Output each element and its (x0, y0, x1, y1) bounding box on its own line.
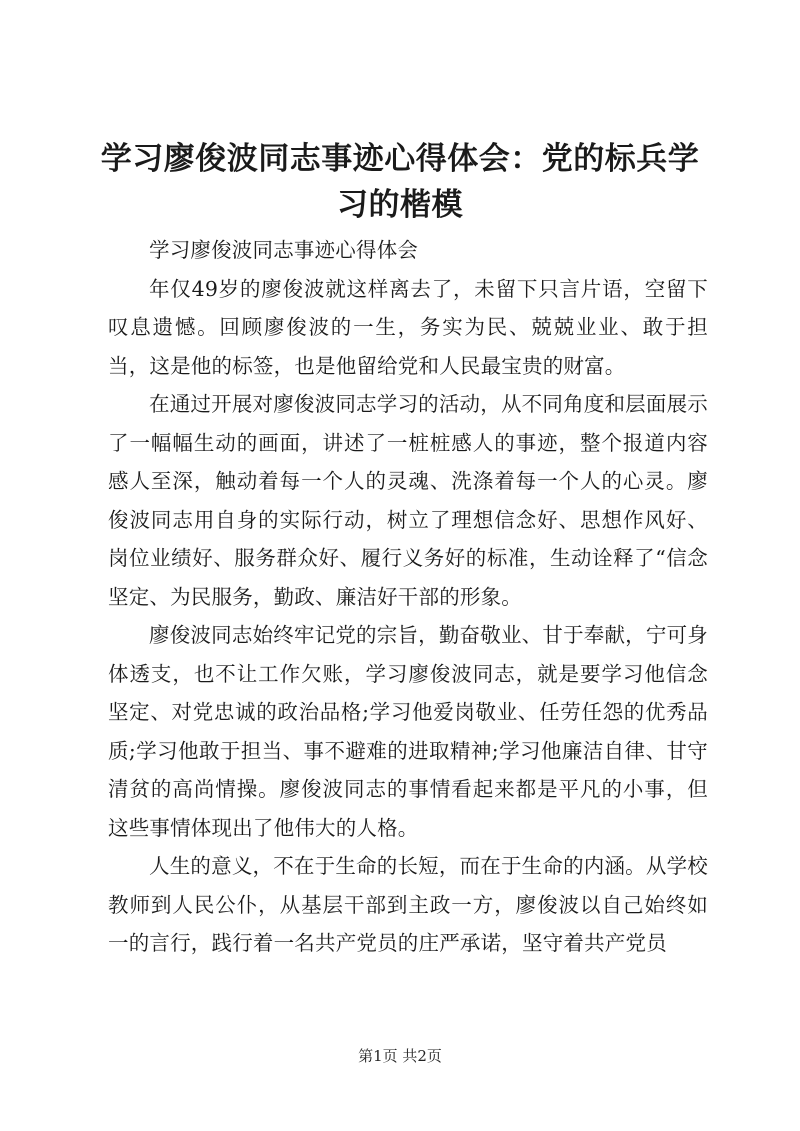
paragraph-subtitle: 学习廖俊波同志事迹心得体会 (149, 238, 419, 262)
paragraph: 年仅49岁的廖俊波就这样离去了，未留下只言片语，空留下叹息遗憾。回顾廖俊波的一生，务实为民、兢兢业业、敢于担当，这是他的标签，也是他留给党和人民最宝贵的财富。 (108, 276, 708, 378)
page-number-footer: 第1页 共2页 (358, 1047, 442, 1065)
paragraph: 人生的意义，不在于生命的长短，而在于生命的内涵。从学校教师到人民公仆，从基层干部到主政一方，廖俊波以自己始终如一的言行，践行着一名共产党员的庄严承诺，坚守着共产党员 (108, 854, 708, 955)
document-body (108, 231, 708, 963)
paragraph: 在通过开展对廖俊波同志学习的活动，从不同角度和层面展示了一幅幅生动的画面，讲述了一桩桩感人的事迹，整个报道内容感人至深，触动着每一个人的灵魂、洗涤着每一个人的心灵。廖俊波同志用自身的实际行动，树立了理想信念好、思想作风好、岗位业绩好、服务群众好、履行义务好的标准，生动诠释了“信念坚定、为民服务，勤政、廉洁好干部的形象。 (108, 392, 708, 609)
paragraph: 廖俊波同志始终牢记党的宗旨，勤奋敬业、甘于奉献，宁可身体透支，也不让工作欠账，学习廖俊波同志，就是要学习他信念坚定、对党忠诚的政治品格;学习他爱岗敬业、任劳任怨的优秀品质;学习他敢于担当、事不避难的进取精神;学习他廉洁自律、甘守清贫的高尚情操。廖俊波同志的事情看起来都是平凡的小事，但这些事情体现出了他伟大的人格。 (108, 623, 708, 840)
document-title: 学习廖俊波同志事迹心得体会：党的标兵学习的楷模 (100, 141, 700, 223)
